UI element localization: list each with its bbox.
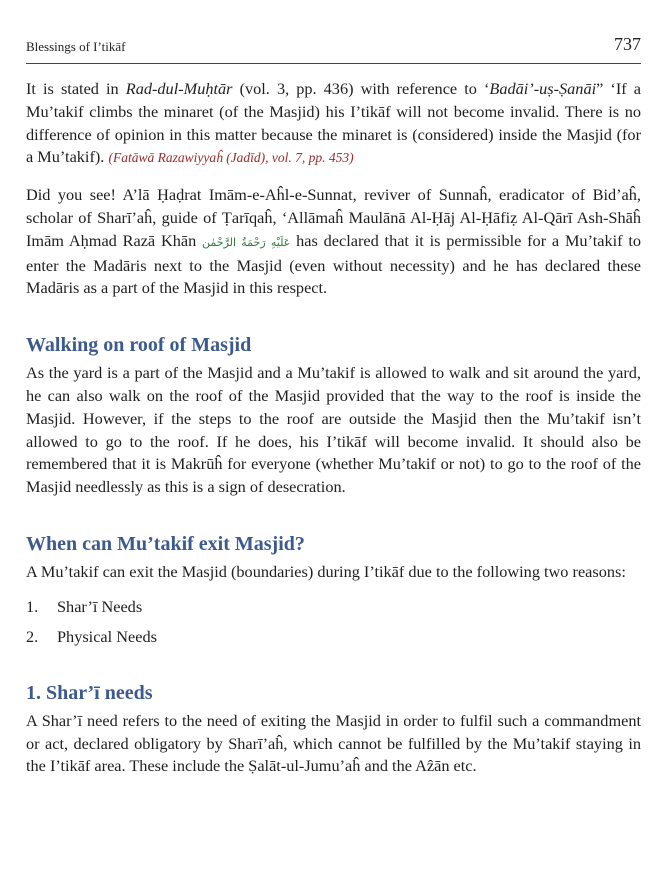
para2-text-1: Did you see! A’lā Ḥaḍrat Imām-e-Aĥl-e-Sunnat, reviver of Sunnaĥ, eradicator of Bid’aĥ, scholar of Sharī’aĥ, guide of Ṭarīqaĥ, ‘Allāmaĥ Maulānā Al-Ḥāj Al-Ḥāfiẓ Al-Qārī Ash-Shāĥ Imām Aḥmad Razā Khān — [26, 185, 641, 250]
running-title: Blessings of I’tikāf — [26, 39, 126, 54]
header-rule — [26, 63, 641, 64]
needs-list — [26, 596, 641, 648]
list-item — [26, 626, 641, 648]
book-title-badai: Badāi’-uṣ-Ṣanāi — [489, 79, 597, 98]
page-content — [26, 78, 641, 778]
list-item-number: 2. — [26, 626, 39, 646]
heading-shari-needs: 1. Shar’ī needs — [26, 681, 153, 704]
paragraph-ala-hazrat — [26, 184, 641, 300]
para1-text-1: It is stated in — [26, 79, 126, 98]
para2-text-2: has declared that it is permissible for a Mu’takif to enter the Madāris next to the Masjid (even without necessity) and he has declared these Madāris as a part of the Masjid in this respect. — [26, 230, 641, 298]
list-item-label: Shar’ī Needs — [57, 596, 143, 616]
list-item-label: Physical Needs — [57, 626, 157, 646]
paragraph-shari-needs: A Shar’ī need refers to the need of exiting the Masjid in order to fulfil such a commandment or act, declared obligatory by Sharī’aĥ, which cannot be fulfilled by the Mu’takif staying in the I’tikāf area. These include the Ṣalāt-ul-Jumu’aĥ and the Aẑān etc. — [26, 710, 641, 776]
reference-citation: (Fatāwā Razawiyyaĥ (Jadīd), vol. 7, pp. 453) — [108, 150, 354, 166]
arabic-honorific: عَلَیْهِ رَحْمَةُ الرَّحْمٰن — [202, 235, 291, 249]
heading-walking-on-roof: Walking on roof of Masjid — [26, 334, 252, 357]
para1-text-3: ” ‘If a Mu’takif climbs the minaret (of the Masjid) his I’tikāf will not become invalid. There is no difference of opinion in this matter because the minaret is (considered) inside the Masjid (for a Mu’takif). — [26, 79, 641, 167]
heading-when-exit: When can Mu’takif exit Masjid? — [26, 532, 305, 555]
book-title-rad-dul-muhtar: Rad-dul-Muḥtār — [125, 79, 233, 98]
page-header — [26, 30, 641, 64]
paragraph-minaret — [26, 78, 641, 170]
paragraph-roof: As the yard is a part of the Masjid and a Mu’takif is allowed to walk and sit around the yard, he can also walk on the roof of the Masjid provided that the way to the roof is inside the Masjid. However, if the steps to the roof are outside the Masjid then the Mu’takif isn’t allowed to go to the roof. If he does, his I’tikāf will become invalid. It should also be remembered that it is Makrūĥ for everyone (whether Mu’takif or not) to go to the roof of the Masjid needlessly as this is a sign of desecration. — [26, 363, 641, 497]
list-item — [26, 596, 641, 618]
page-number: 737 — [614, 34, 641, 54]
para1-text-2: (vol. 3, pp. 436) with reference to ‘ — [232, 79, 490, 98]
list-item-number: 1. — [26, 596, 39, 616]
paragraph-exit: A Mu’takif can exit the Masjid (boundaries) during I’tikāf due to the following two reasons: — [26, 561, 626, 581]
